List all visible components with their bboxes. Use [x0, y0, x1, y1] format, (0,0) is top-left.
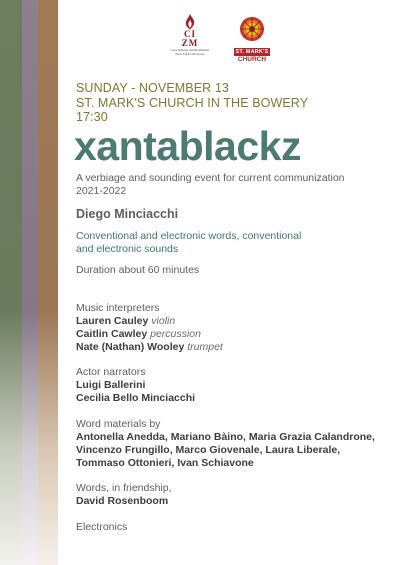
st-marks-logo-line2: CHURCH	[237, 56, 267, 63]
event-tagline-line1: A verbiage and sounding event for current communization	[76, 172, 345, 184]
event-venue: ST. MARK'S CHURCH IN THE BOWERY	[76, 96, 309, 110]
composer-desc-line2: and electronic sounds	[76, 243, 179, 255]
music-interpreters-heading: Music interpreters	[76, 302, 160, 314]
event-title: xantablackz	[74, 123, 301, 169]
interpreter-role: percussion	[150, 328, 201, 340]
st-marks-logo	[234, 16, 270, 66]
interpreter-role: trumpet	[187, 341, 223, 353]
interpreter-name: Caitlin Cawley	[76, 328, 148, 340]
decorative-stripe-brown	[38, 0, 58, 565]
cizm-mark: CI ZM	[181, 29, 199, 48]
cizm-logo	[168, 14, 212, 72]
interpreter-role: violin	[151, 315, 176, 327]
interpreter-row	[76, 328, 201, 341]
word-materials-line3: Tommaso Ottonieri, Ivan Schiavone	[76, 457, 254, 469]
duration: Duration about 60 minutes	[76, 264, 200, 276]
interpreter-name: Lauren Cauley	[76, 315, 149, 327]
composer-desc-line1: Conventional and electronic words, conventional	[76, 230, 302, 242]
interpreter-name: Nate (Nathan) Wooley	[76, 341, 185, 353]
logo-bar	[168, 14, 288, 72]
interpreter-row	[76, 315, 175, 328]
friendship-heading: Words, in friendship,	[76, 482, 172, 494]
composer-name: Diego Minciacchi	[76, 207, 179, 221]
rose-window-icon	[239, 16, 265, 42]
decorative-stripe-mauve	[22, 0, 38, 565]
word-materials-heading: Word materials by	[76, 418, 161, 430]
cizm-subtitle-line2: New York University	[175, 52, 205, 56]
cizm-subtitle-line1: Casa Italiana Zerilli-Marimò	[170, 48, 210, 52]
word-materials-line2: Vincenzo Frungillo, Marco Giovenale, Laura Liberale,	[76, 444, 341, 456]
actor-narrators-heading: Actor narrators	[76, 366, 146, 378]
actor-narrator-name: Luigi Ballerini	[76, 379, 146, 391]
friendship-name: David Rosenboom	[76, 495, 169, 507]
st-marks-logo-line1: ST. MARK'S	[235, 49, 269, 55]
actor-narrator-name: Cecilia Bello Minciacchi	[76, 392, 196, 404]
event-tagline-line2: 2021-2022	[76, 185, 127, 197]
interpreter-row	[76, 341, 223, 354]
decorative-stripe-green	[0, 0, 22, 565]
word-materials-line1: Antonella Anedda, Mariano Bàino, Maria Grazia Calandrone,	[76, 431, 375, 443]
electronics-heading: Electronics	[76, 521, 128, 533]
event-time: 17:30	[76, 110, 108, 124]
event-date: SUNDAY - NOVEMBER 13	[76, 81, 229, 95]
flame-icon	[183, 14, 197, 30]
